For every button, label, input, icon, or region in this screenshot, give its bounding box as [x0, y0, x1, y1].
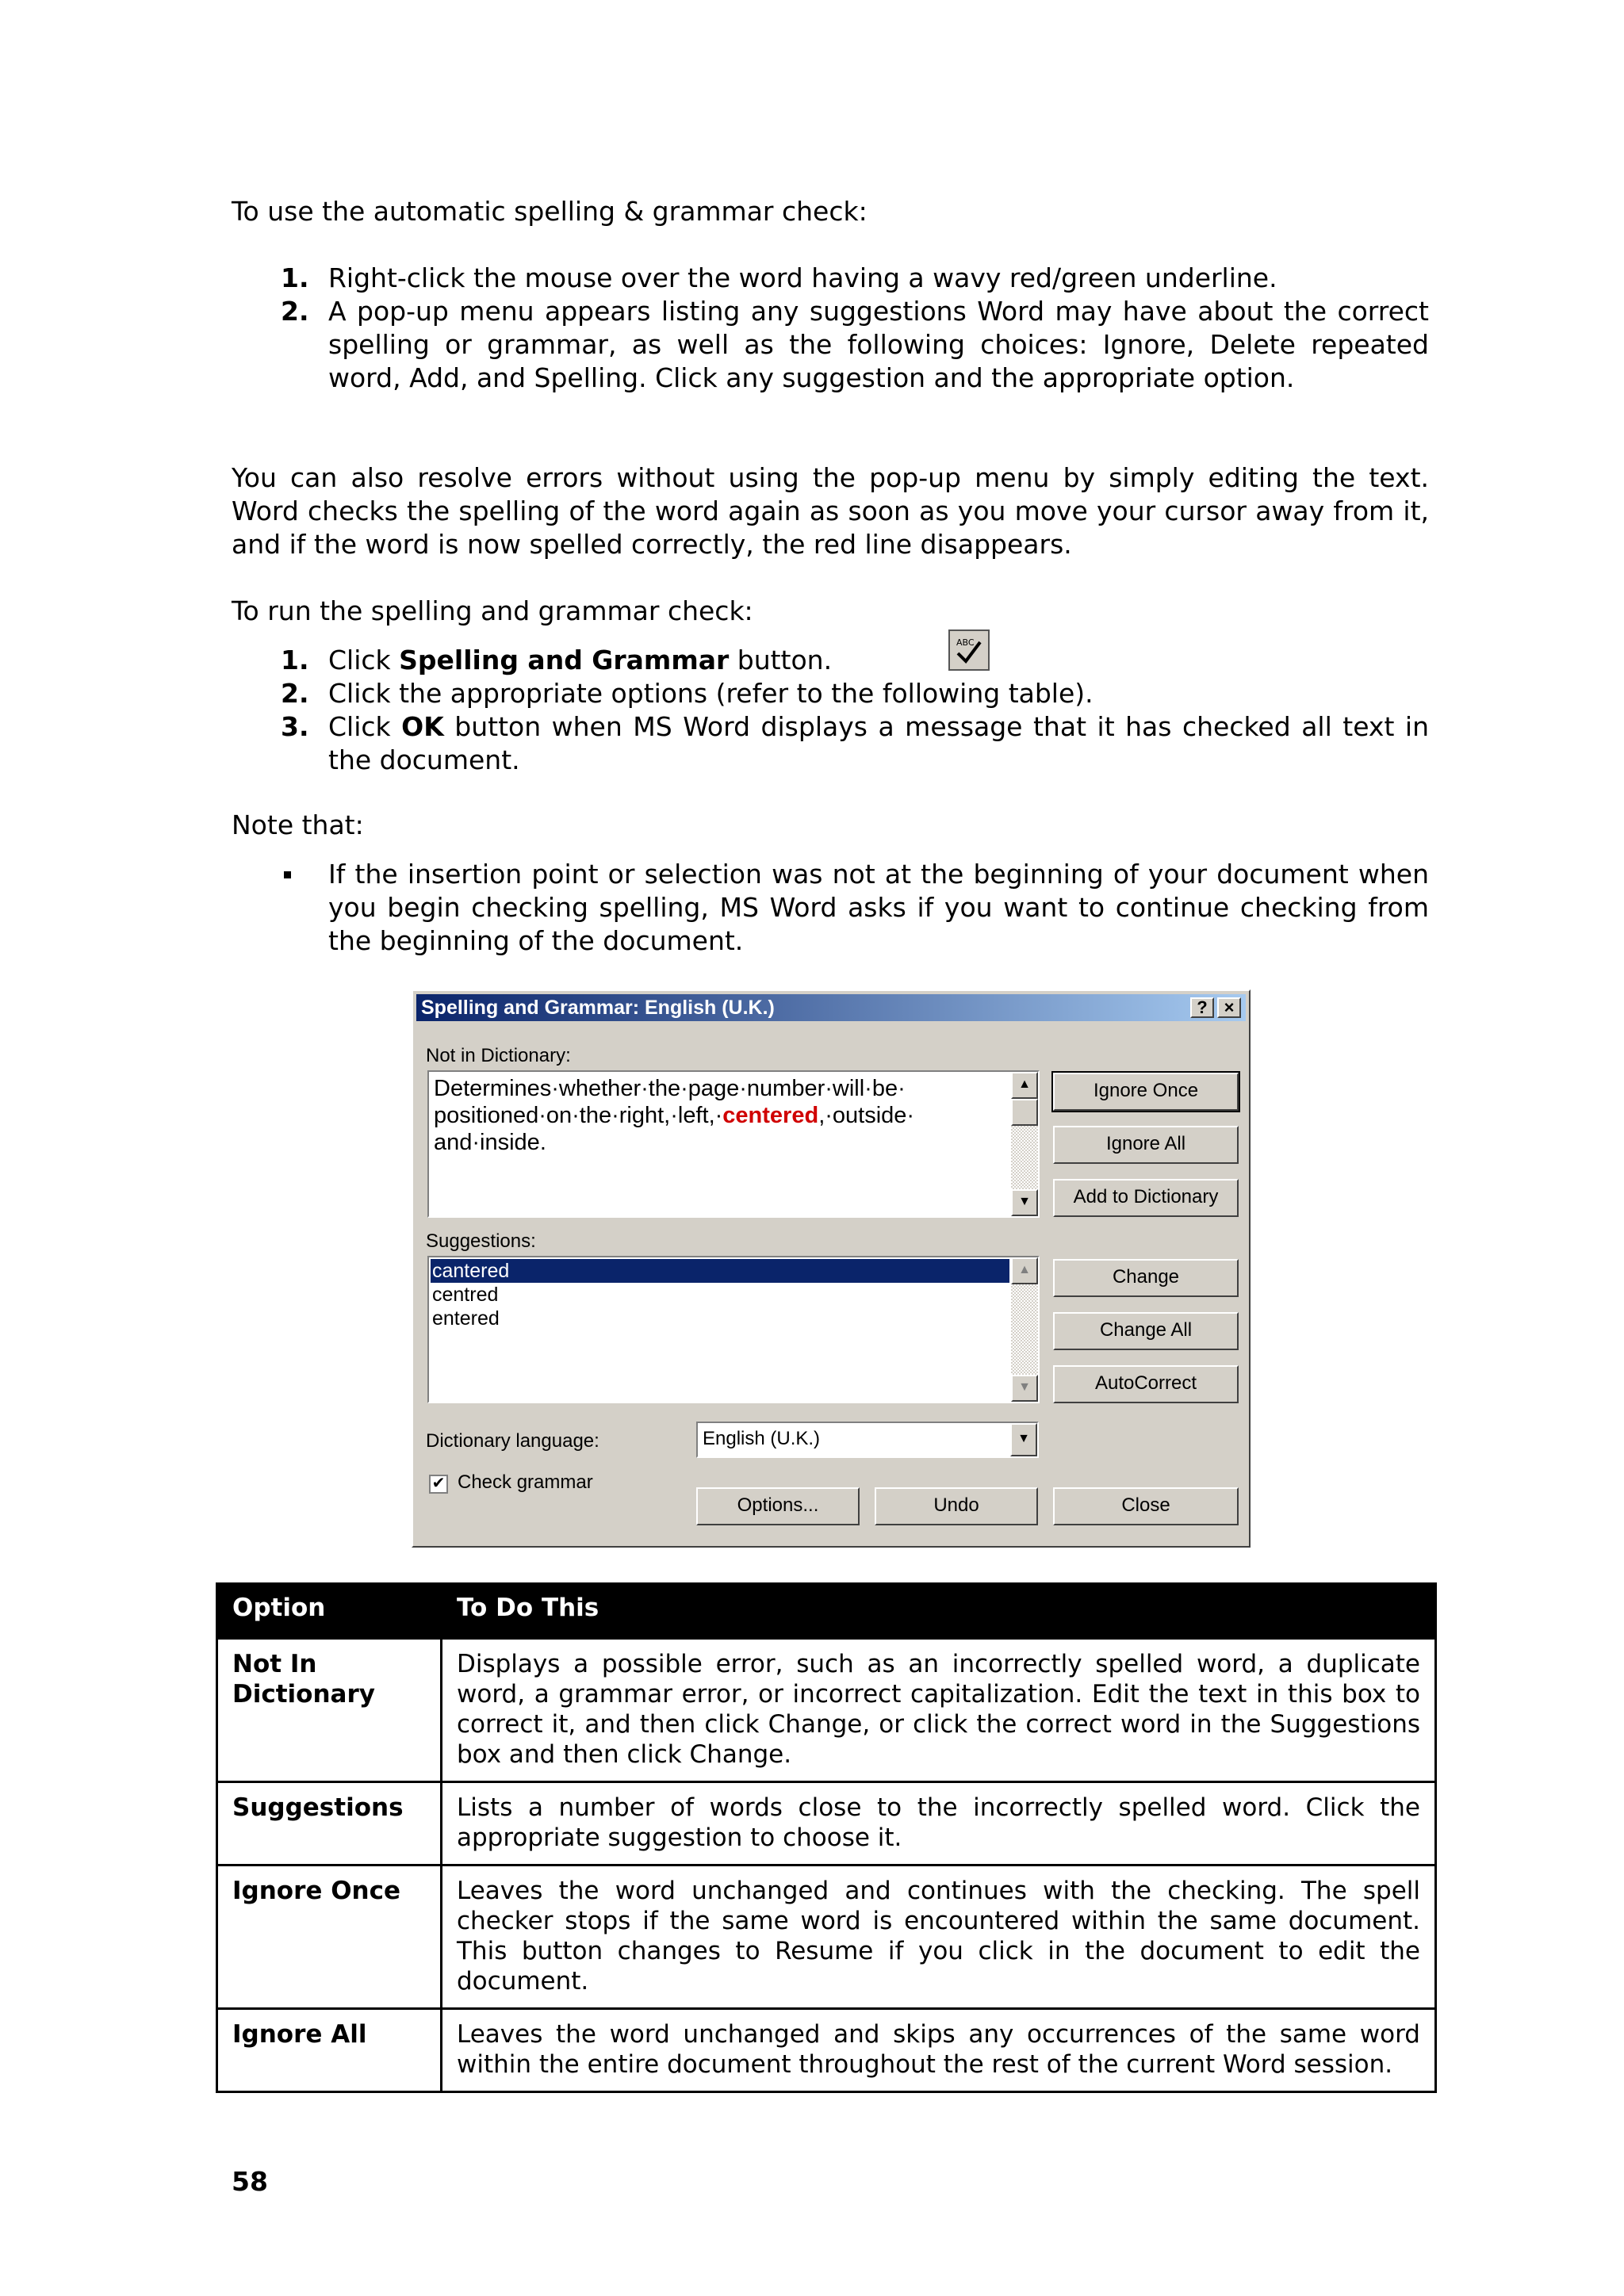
- description-cell: Displays a possible error, such as an incorrectly spelled word, a duplicate word, a grammar error, or incorrect capitalization. Edit the text in this box to correct it, and then click Change, or click the correct word in the Suggestions box and then click Change.: [442, 1639, 1436, 1782]
- note-bullets: [232, 858, 1429, 958]
- description-cell: Leaves the word unchanged and continues with the checking. The spell checker stops if the same word is encountered within the same document. This button changes to Resume if you click in the document to edit the document.: [442, 1866, 1436, 2009]
- list-item: 1. Click Spelling and Grammar button.: [281, 645, 833, 675]
- suggestions-list[interactable]: [427, 1256, 1040, 1403]
- not-in-dictionary-box[interactable]: [427, 1070, 1040, 1218]
- undo-button[interactable]: Undo: [875, 1487, 1038, 1525]
- list-item: 2. Click the appropriate options (refer to the following table).: [281, 678, 1094, 709]
- close-button[interactable]: Close: [1053, 1487, 1239, 1525]
- column-header-option: Option: [217, 1584, 442, 1639]
- suggestions-label: Suggestions:: [426, 1230, 536, 1252]
- note-label: Note that:: [232, 809, 364, 840]
- table-row: [217, 1639, 1436, 1782]
- list-item: If the insertion point or selection was not at the beginning of your document when you begin checking spelling, MS Word asks if you want to continue checking from the beginning of the document.: [232, 858, 1429, 958]
- close-icon[interactable]: ×: [1217, 997, 1241, 1018]
- table-row: [217, 2009, 1436, 2092]
- spelling-grammar-abc-check-icon: [948, 629, 990, 671]
- add-to-dictionary-button[interactable]: Add to Dictionary: [1053, 1179, 1239, 1217]
- change-button[interactable]: Change: [1053, 1259, 1239, 1297]
- options-button[interactable]: Options...: [696, 1487, 860, 1525]
- scrollbar[interactable]: [1011, 1257, 1038, 1402]
- not-in-dictionary-label: Not in Dictionary:: [426, 1045, 571, 1066]
- ignore-once-button[interactable]: Ignore Once: [1053, 1073, 1239, 1111]
- description-cell: Leaves the word unchanged and skips any occurrences of the same word within the entire document throughout the rest of the current Word session.: [442, 2009, 1436, 2092]
- scroll-thumb[interactable]: [1011, 1099, 1038, 1126]
- list-item: 2. A pop-up menu appears listing any suggestions Word may have about the correct spelling or grammar, as well as the following choices: Ignore, Delete repeated word, Add, and Spelling. Click any suggestion and the appropriate option.: [281, 296, 1429, 393]
- option-cell: Ignore All: [217, 2009, 442, 2092]
- check-grammar-label: Check grammar: [458, 1471, 593, 1493]
- dialog-title-bar: [416, 994, 1246, 1021]
- run-check-steps: [232, 644, 1429, 777]
- suggestion-item[interactable]: centred: [432, 1284, 499, 1306]
- scrollbar[interactable]: [1011, 1072, 1038, 1216]
- table-row: [217, 1866, 1436, 2009]
- option-cell: Ignore Once: [217, 1866, 442, 2009]
- table-header-row: [217, 1584, 1436, 1639]
- list-item: 1. Right-click the mouse over the word having a wavy red/green underline.: [281, 262, 1277, 293]
- spelling-grammar-dialog: [412, 989, 1251, 1548]
- help-button[interactable]: ?: [1190, 997, 1214, 1018]
- scroll-up-icon[interactable]: ▲: [1011, 1072, 1038, 1099]
- intro-automatic-check: To use the automatic spelling & grammar check:: [232, 196, 868, 227]
- scroll-down-icon[interactable]: ▼: [1011, 1375, 1038, 1402]
- table-row: [217, 1782, 1436, 1866]
- change-all-button[interactable]: Change All: [1053, 1312, 1239, 1350]
- scroll-up-icon[interactable]: ▲: [1011, 1257, 1038, 1284]
- description-cell: Lists a number of words close to the incorrectly spelled word. Click the appropriate suggestion to choose it.: [442, 1782, 1436, 1866]
- dictionary-language-select[interactable]: English (U.K.) ▼: [696, 1422, 1039, 1458]
- svg-text:ABC: ABC: [956, 637, 975, 648]
- resolve-errors-paragraph: You can also resolve errors without using the pop-up menu by simply editing the text. Word checks the spelling of the word again as soon as you move your cursor away from it, and if the word is now spelled correctly, the red line disappears.: [232, 462, 1429, 560]
- options-table: [216, 1582, 1437, 2093]
- intro-run-check: To run the spelling and grammar check:: [232, 595, 753, 626]
- dialog-title: Spelling and Grammar: English (U.K.): [421, 997, 775, 1019]
- not-in-dictionary-text: Determines·whether·the·page·number·will·be· positioned·on·the·right,·left,·centered,·outside· and·inside.: [434, 1076, 915, 1155]
- column-header-to-do-this: To Do This: [442, 1584, 1436, 1639]
- dictionary-language-label: Dictionary language:: [426, 1430, 599, 1452]
- autocorrect-button[interactable]: AutoCorrect: [1053, 1365, 1239, 1403]
- check-grammar-checkbox[interactable]: ✔: [429, 1475, 448, 1494]
- scroll-down-icon[interactable]: ▼: [1011, 1189, 1038, 1216]
- suggestion-item[interactable]: cantered: [431, 1259, 1009, 1283]
- automatic-check-steps: [232, 262, 1429, 395]
- page-number: 58: [232, 2166, 268, 2197]
- suggestion-item[interactable]: entered: [432, 1307, 500, 1330]
- option-cell: Suggestions: [217, 1782, 442, 1866]
- chevron-down-icon[interactable]: ▼: [1010, 1423, 1037, 1456]
- ignore-all-button[interactable]: Ignore All: [1053, 1126, 1239, 1164]
- bullet-icon: [284, 871, 291, 878]
- error-word: centered: [722, 1103, 819, 1128]
- option-cell: Not In Dictionary: [217, 1639, 442, 1782]
- list-item: 3. Click OK button when MS Word displays a message that it has checked all text in the document.: [281, 711, 1429, 775]
